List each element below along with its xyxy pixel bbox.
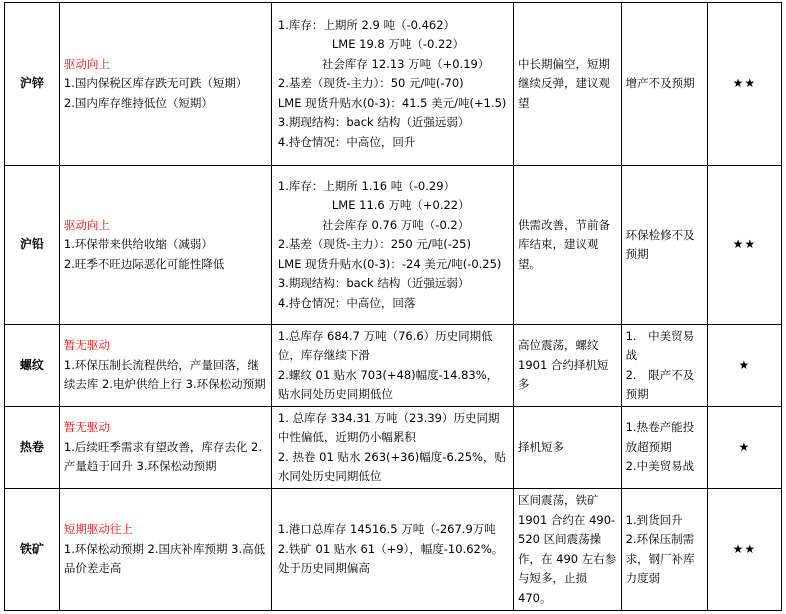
driver-title: 驱动向上 (63, 217, 110, 232)
commodity-name: 沪铅 (5, 166, 60, 325)
driver-cell (59, 407, 271, 489)
rating-stars: ★★ (707, 3, 781, 166)
table-row (5, 166, 782, 325)
commodity-name: 铁矿 (5, 489, 60, 611)
risk-cell: 1.到货回升 2.环保压制需求，钢厂补库力度弱 (621, 489, 707, 611)
data-line: LME 19.8 万吨（-0.22） (331, 37, 465, 52)
data-cell (271, 489, 513, 611)
data-line: 1.库存：上期所 1.16 吨（-0.29） (277, 178, 456, 193)
commodity-name: 热卷 (5, 407, 60, 489)
data-line: LME 现货升贴水(0-3)：-24 美元/吨(-0.25) (277, 256, 502, 271)
rating-stars: ★★ (707, 166, 781, 325)
driver-cell (59, 3, 271, 166)
driver-line: 1.环保松动预期 2.国庆补库预期 3.高低品价差走高 (63, 541, 266, 576)
data-cell (271, 325, 513, 407)
data-line: LME 11.6 万吨（+0.22） (331, 198, 470, 213)
rating-stars: ★ (707, 325, 781, 407)
view-cell: 区间震荡，铁矿 1901 合约在 490-520 区间震荡操作，在 490 左右参与短多，止损 470。 (514, 489, 622, 611)
data-line: 2.铁矿 01 贴水 61（+9），幅度-10.62%。处于历史同期偏高 (277, 541, 504, 576)
commodity-name: 沪锌 (5, 3, 60, 166)
driver-title: 暂无驱动 (63, 420, 110, 435)
risk-cell: 1. 中美贸易战 2. 限产不及预期 (621, 325, 707, 407)
commodity-strategy-table (4, 2, 782, 611)
driver-line: 2.国内库存维持低位（短期） (63, 95, 213, 110)
data-cell (271, 166, 513, 325)
driver-cell (59, 166, 271, 325)
data-line: 2.基差（现货-主力）：50 元/吨(-70) (277, 76, 464, 91)
data-line: 2. 热卷 01 贴水 263(+36)幅度-6.25%，贴水同处历史同期低位 (277, 449, 506, 483)
rating-stars: ★ (707, 407, 781, 489)
data-line: 社会库存 12.13 万吨（+0.19） (321, 56, 490, 71)
view-cell: 择机短多 (514, 407, 622, 489)
view-cell: 中长期偏空，短期继续反弹，建议观望 (514, 3, 622, 166)
view-cell: 供需改善，节前备库结束，建议观望。 (514, 166, 622, 325)
data-line: 2.螺纹 01 贴水 703(+48)幅度-14.83%，贴水同处历史同期低位 (277, 367, 499, 401)
data-line: 3.期现结构：back 结构（近强远弱） (277, 276, 470, 291)
driver-line: 2.旺季不旺边际恶化可能性降低 (63, 256, 225, 271)
data-line: 2.基差（现货-主力）：250 元/吨(-25) (277, 237, 471, 252)
data-line: LME 现货升贴水(0-3)：41.5 美元/吨(+1.5) (277, 95, 507, 110)
rating-stars: ★★ (707, 489, 781, 611)
driver-title: 暂无驱动 (63, 338, 110, 353)
table-row (5, 3, 782, 166)
table-row (5, 407, 782, 489)
driver-title: 短期驱动往上 (63, 522, 133, 537)
data-line: 4.持仓情况：中高位，回落 (277, 295, 416, 310)
table-row (5, 489, 782, 611)
data-line: 社会库存 0.76 万吨（-0.2） (321, 217, 470, 232)
data-line: 3.期现结构：back 结构（近强远弱） (277, 115, 470, 130)
driver-cell (59, 489, 271, 611)
data-line: 4.持仓情况：中高位，回升 (277, 134, 416, 149)
driver-cell (59, 325, 271, 407)
driver-line: 1.国内保税区库存跌无可跌（短期） (63, 76, 248, 91)
view-cell: 高位震荡，螺纹 1901 合约择机短多 (514, 325, 622, 407)
data-cell (271, 3, 513, 166)
data-line: 1.库存：上期所 2.9 吨（-0.462） (277, 17, 456, 32)
driver-title: 驱动向上 (63, 56, 110, 71)
risk-cell: 1.热卷产能投放超预期 2.中美贸易战 (621, 407, 707, 489)
data-cell (271, 407, 513, 489)
driver-line: 1.环保压制长流程供给，产量回落，继续去库 2.电炉供给上行 3.环保松动预期 (63, 357, 266, 392)
risk-cell: 环保检修不及预期 (621, 166, 707, 325)
risk-cell: 增产不及预期 (621, 3, 707, 166)
data-line: 1.港口总库存 14516.5 万吨（-267.9万吨 (277, 522, 496, 537)
commodity-name: 螺纹 (5, 325, 60, 407)
table-row (5, 325, 782, 407)
data-line: 1. 总库存 334.31 万吨（23.39）历史同期中性偏低，近期仍小幅累积 (277, 410, 500, 444)
data-line: 1.总库存 684.7 万吨（76.6）历史同期低位，库存继续下滑 (277, 328, 493, 362)
driver-line: 1.后续旺季需求有望改善，库存去化 2.产量趋于回升 3.环保松动预期 (63, 439, 262, 474)
driver-line: 1.环保带来供给收缩（减弱） (63, 237, 213, 252)
